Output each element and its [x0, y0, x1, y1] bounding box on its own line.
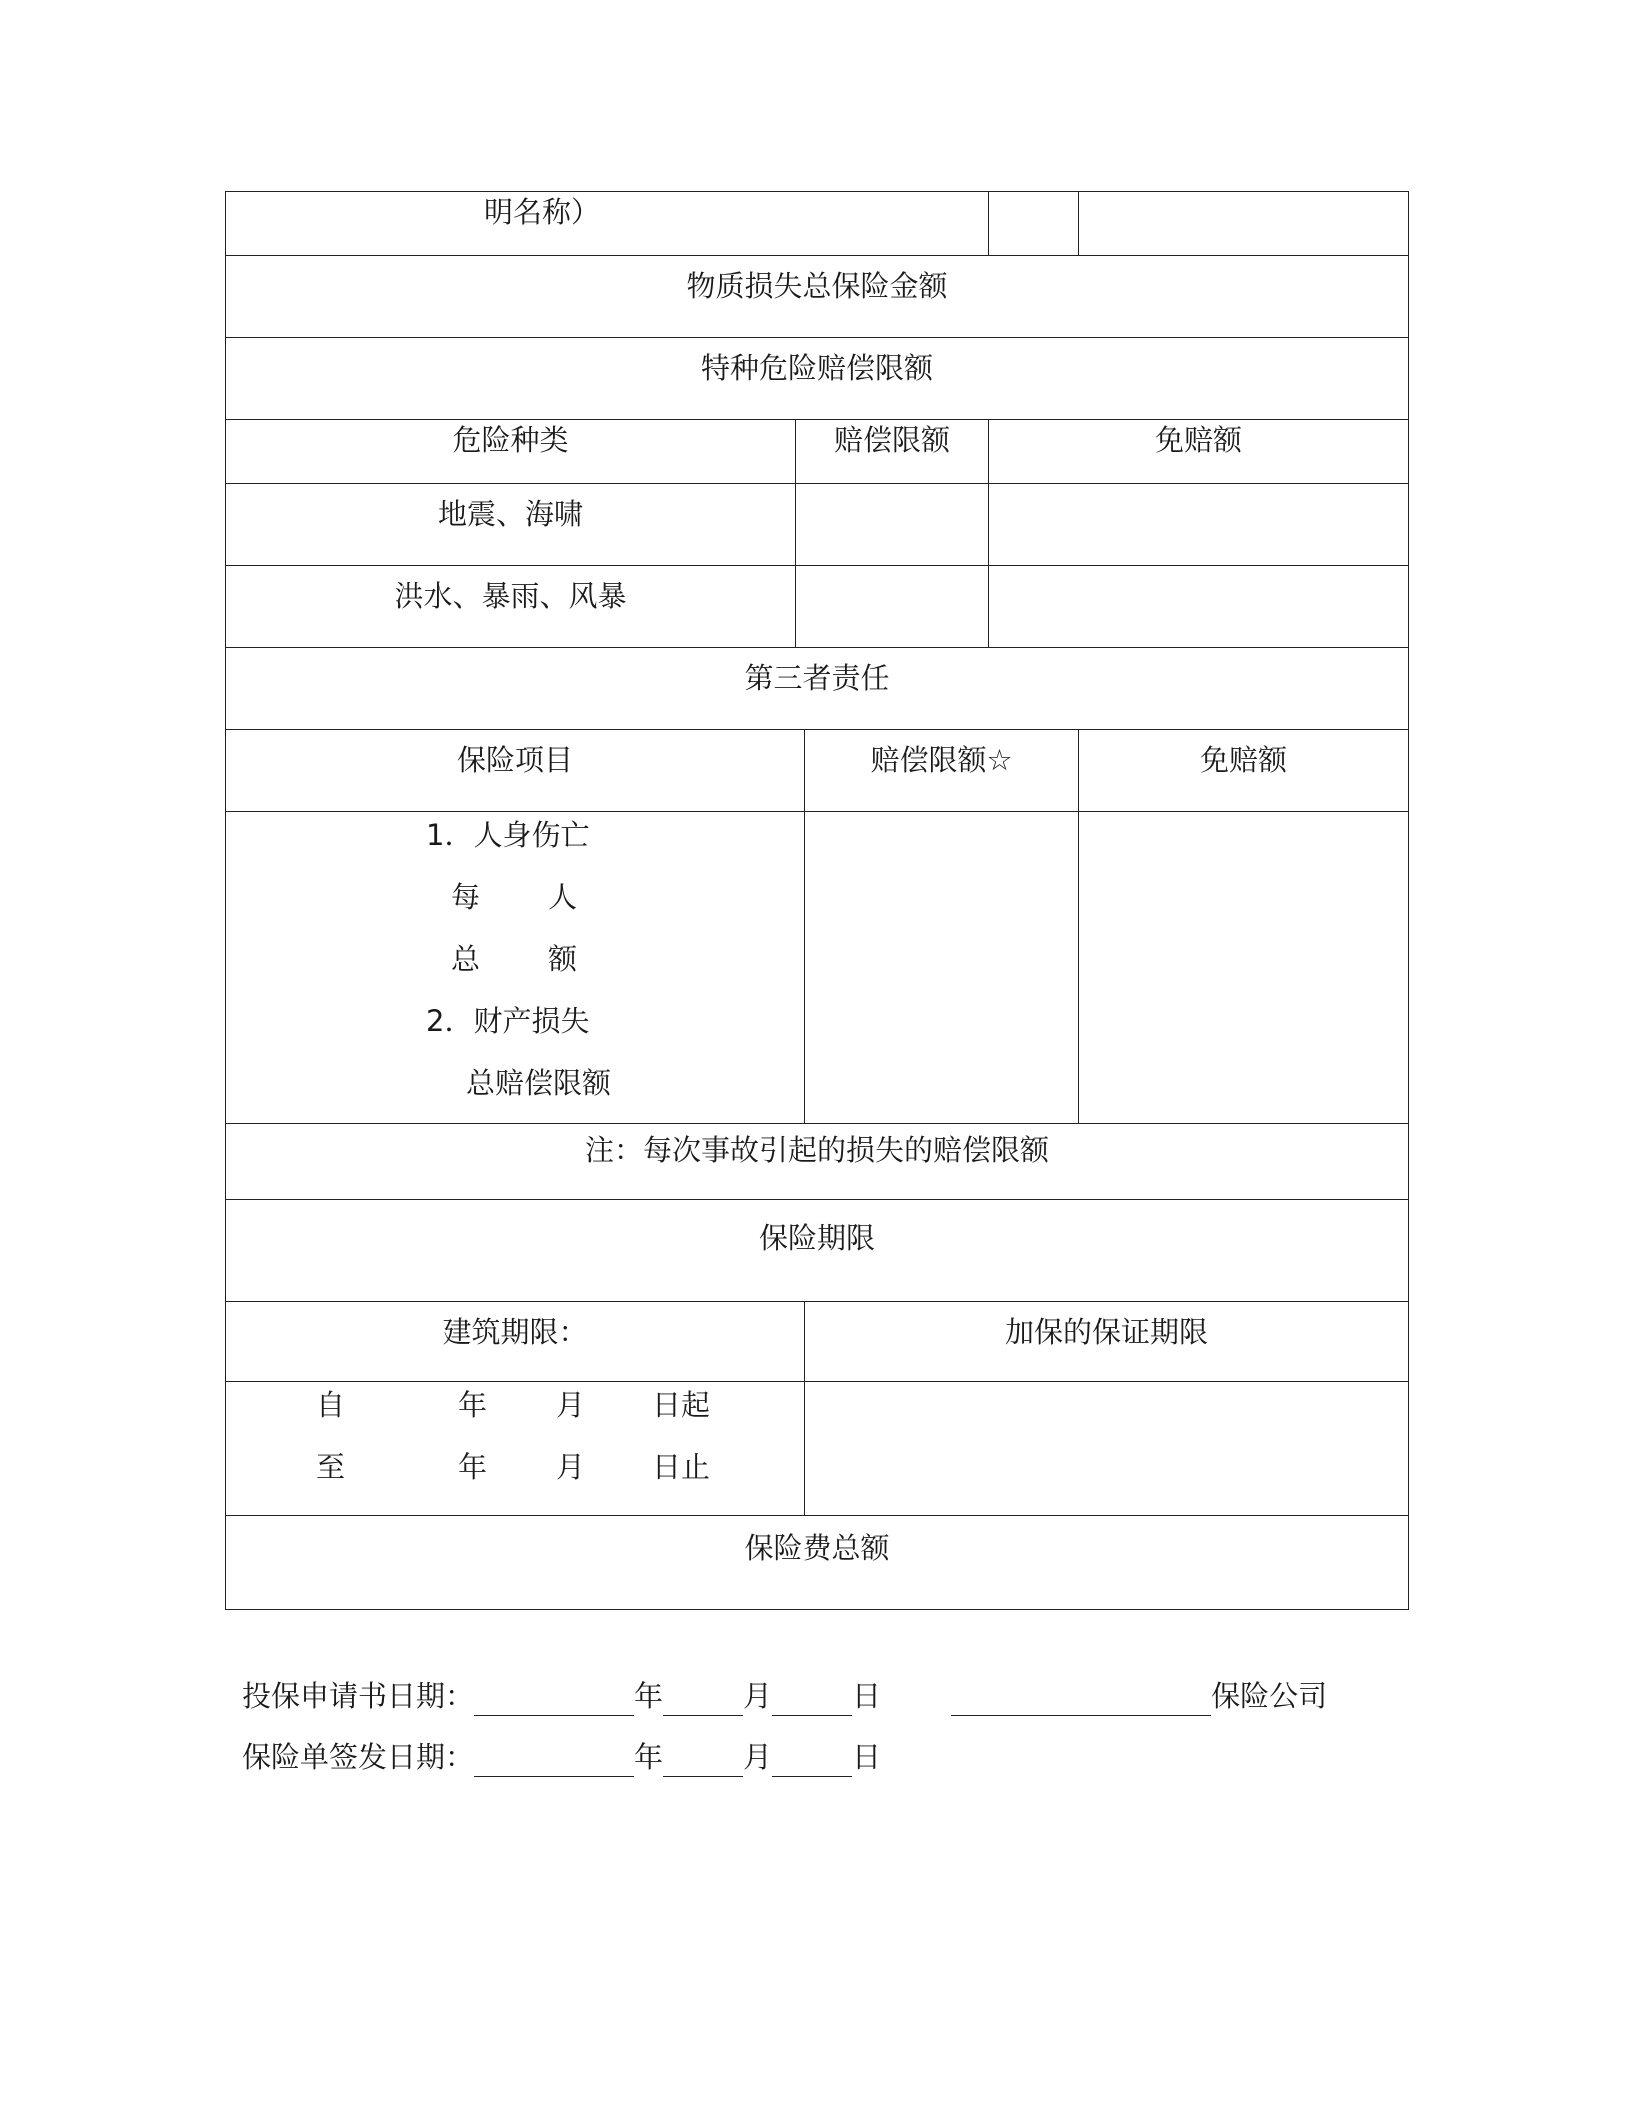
flood-label: 洪水、暴雨、风暴 — [394, 579, 627, 613]
period-title: 保险期限 — [759, 1221, 876, 1255]
to-label: 至 — [316, 1450, 346, 1484]
project-name-cell-3[interactable] — [1079, 192, 1409, 256]
issue-year-blank[interactable] — [474, 1746, 634, 1777]
personal-injury-label: 1．人身伤亡 — [426, 818, 590, 852]
issue-month-blank[interactable] — [663, 1746, 743, 1777]
insurance-form-table — [225, 191, 1409, 1610]
project-name-cell-2[interactable] — [989, 192, 1079, 256]
from-day-label: 日起 — [652, 1388, 711, 1422]
row-third-headers — [226, 730, 1409, 812]
total-amount-char-2: 额 — [548, 942, 578, 976]
row-period-title — [226, 1200, 1409, 1302]
apply-date-line — [242, 1676, 1327, 1716]
third-party-label: 第三者责任 — [744, 661, 890, 695]
row-period-headers — [226, 1302, 1409, 1382]
insured-item-header: 保险项目 — [456, 743, 573, 777]
date-to-line — [226, 1444, 804, 1506]
from-month-label: 月 — [556, 1388, 586, 1422]
from-label: 自 — [316, 1388, 346, 1422]
per-person-char-1: 每 — [451, 880, 481, 914]
total-limit-label: 总赔偿限额 — [466, 1066, 612, 1100]
from-year-label: 年 — [458, 1388, 488, 1422]
total-amount-char-1: 总 — [451, 942, 481, 976]
issue-date-label: 保险单签发日期： — [242, 1740, 475, 1774]
total-amount-line — [226, 936, 804, 998]
apply-day-label: 日 — [852, 1679, 882, 1713]
limit-header: 赔偿限额 — [834, 423, 951, 457]
issue-month-label: 月 — [743, 1740, 773, 1774]
earthquake-deductible-cell[interactable] — [989, 484, 1409, 566]
to-month-label: 月 — [556, 1450, 586, 1484]
row-note — [226, 1124, 1409, 1200]
row-earthquake — [226, 484, 1409, 566]
apply-month-blank[interactable] — [663, 1685, 743, 1716]
row-flood — [226, 566, 1409, 648]
special-risk-label: 特种危险赔偿限额 — [701, 351, 934, 385]
per-person-line — [226, 874, 804, 936]
liability-deductible-cell[interactable] — [1079, 812, 1409, 1124]
apply-day-blank[interactable] — [772, 1685, 852, 1716]
issue-date-line — [242, 1737, 881, 1777]
company-label: 保险公司 — [1211, 1679, 1328, 1713]
apply-month-label: 月 — [743, 1679, 773, 1713]
row-project-name — [226, 192, 1409, 256]
row-premium-total — [226, 1516, 1409, 1610]
liability-limit-cell[interactable] — [805, 812, 1079, 1124]
property-loss-label: 2．财产损失 — [426, 1004, 590, 1038]
to-year-label: 年 — [458, 1450, 488, 1484]
flood-limit-cell[interactable] — [796, 566, 989, 648]
apply-date-label: 投保申请书日期： — [242, 1679, 475, 1713]
flood-deductible-cell[interactable] — [989, 566, 1409, 648]
issue-day-label: 日 — [852, 1740, 882, 1774]
premium-total-label: 保险费总额 — [744, 1531, 890, 1565]
per-person-char-2: 人 — [548, 880, 578, 914]
build-period-label: 建筑期限： — [442, 1315, 588, 1349]
earthquake-limit-cell[interactable] — [796, 484, 989, 566]
earthquake-label: 地震、海啸 — [437, 497, 583, 531]
row-third-party — [226, 648, 1409, 730]
date-from-line — [226, 1382, 804, 1444]
row-special-headers — [226, 420, 1409, 484]
note-text: 注：每次事故引起的损失的赔偿限额 — [585, 1133, 1050, 1167]
third-deductible-header: 免赔额 — [1200, 743, 1288, 777]
company-name-blank[interactable] — [951, 1685, 1211, 1716]
row-material-total — [226, 256, 1409, 338]
apply-year-blank[interactable] — [474, 1685, 634, 1716]
issue-day-blank[interactable] — [772, 1746, 852, 1777]
row-special-risk — [226, 338, 1409, 420]
row-liability-items — [226, 812, 1409, 1124]
project-name-label: 明名称） — [484, 195, 601, 229]
to-day-label: 日止 — [652, 1450, 711, 1484]
extra-period-cell[interactable] — [805, 1382, 1409, 1516]
third-limit-header: 赔偿限额☆ — [870, 743, 1013, 777]
row-period-dates — [226, 1382, 1409, 1516]
issue-year-label: 年 — [634, 1740, 664, 1774]
apply-year-label: 年 — [634, 1679, 664, 1713]
extra-period-label: 加保的保证期限 — [1005, 1315, 1209, 1349]
risk-type-header: 危险种类 — [452, 423, 569, 457]
deductible-header: 免赔额 — [1155, 423, 1243, 457]
material-total-label: 物质损失总保险金额 — [686, 269, 948, 303]
